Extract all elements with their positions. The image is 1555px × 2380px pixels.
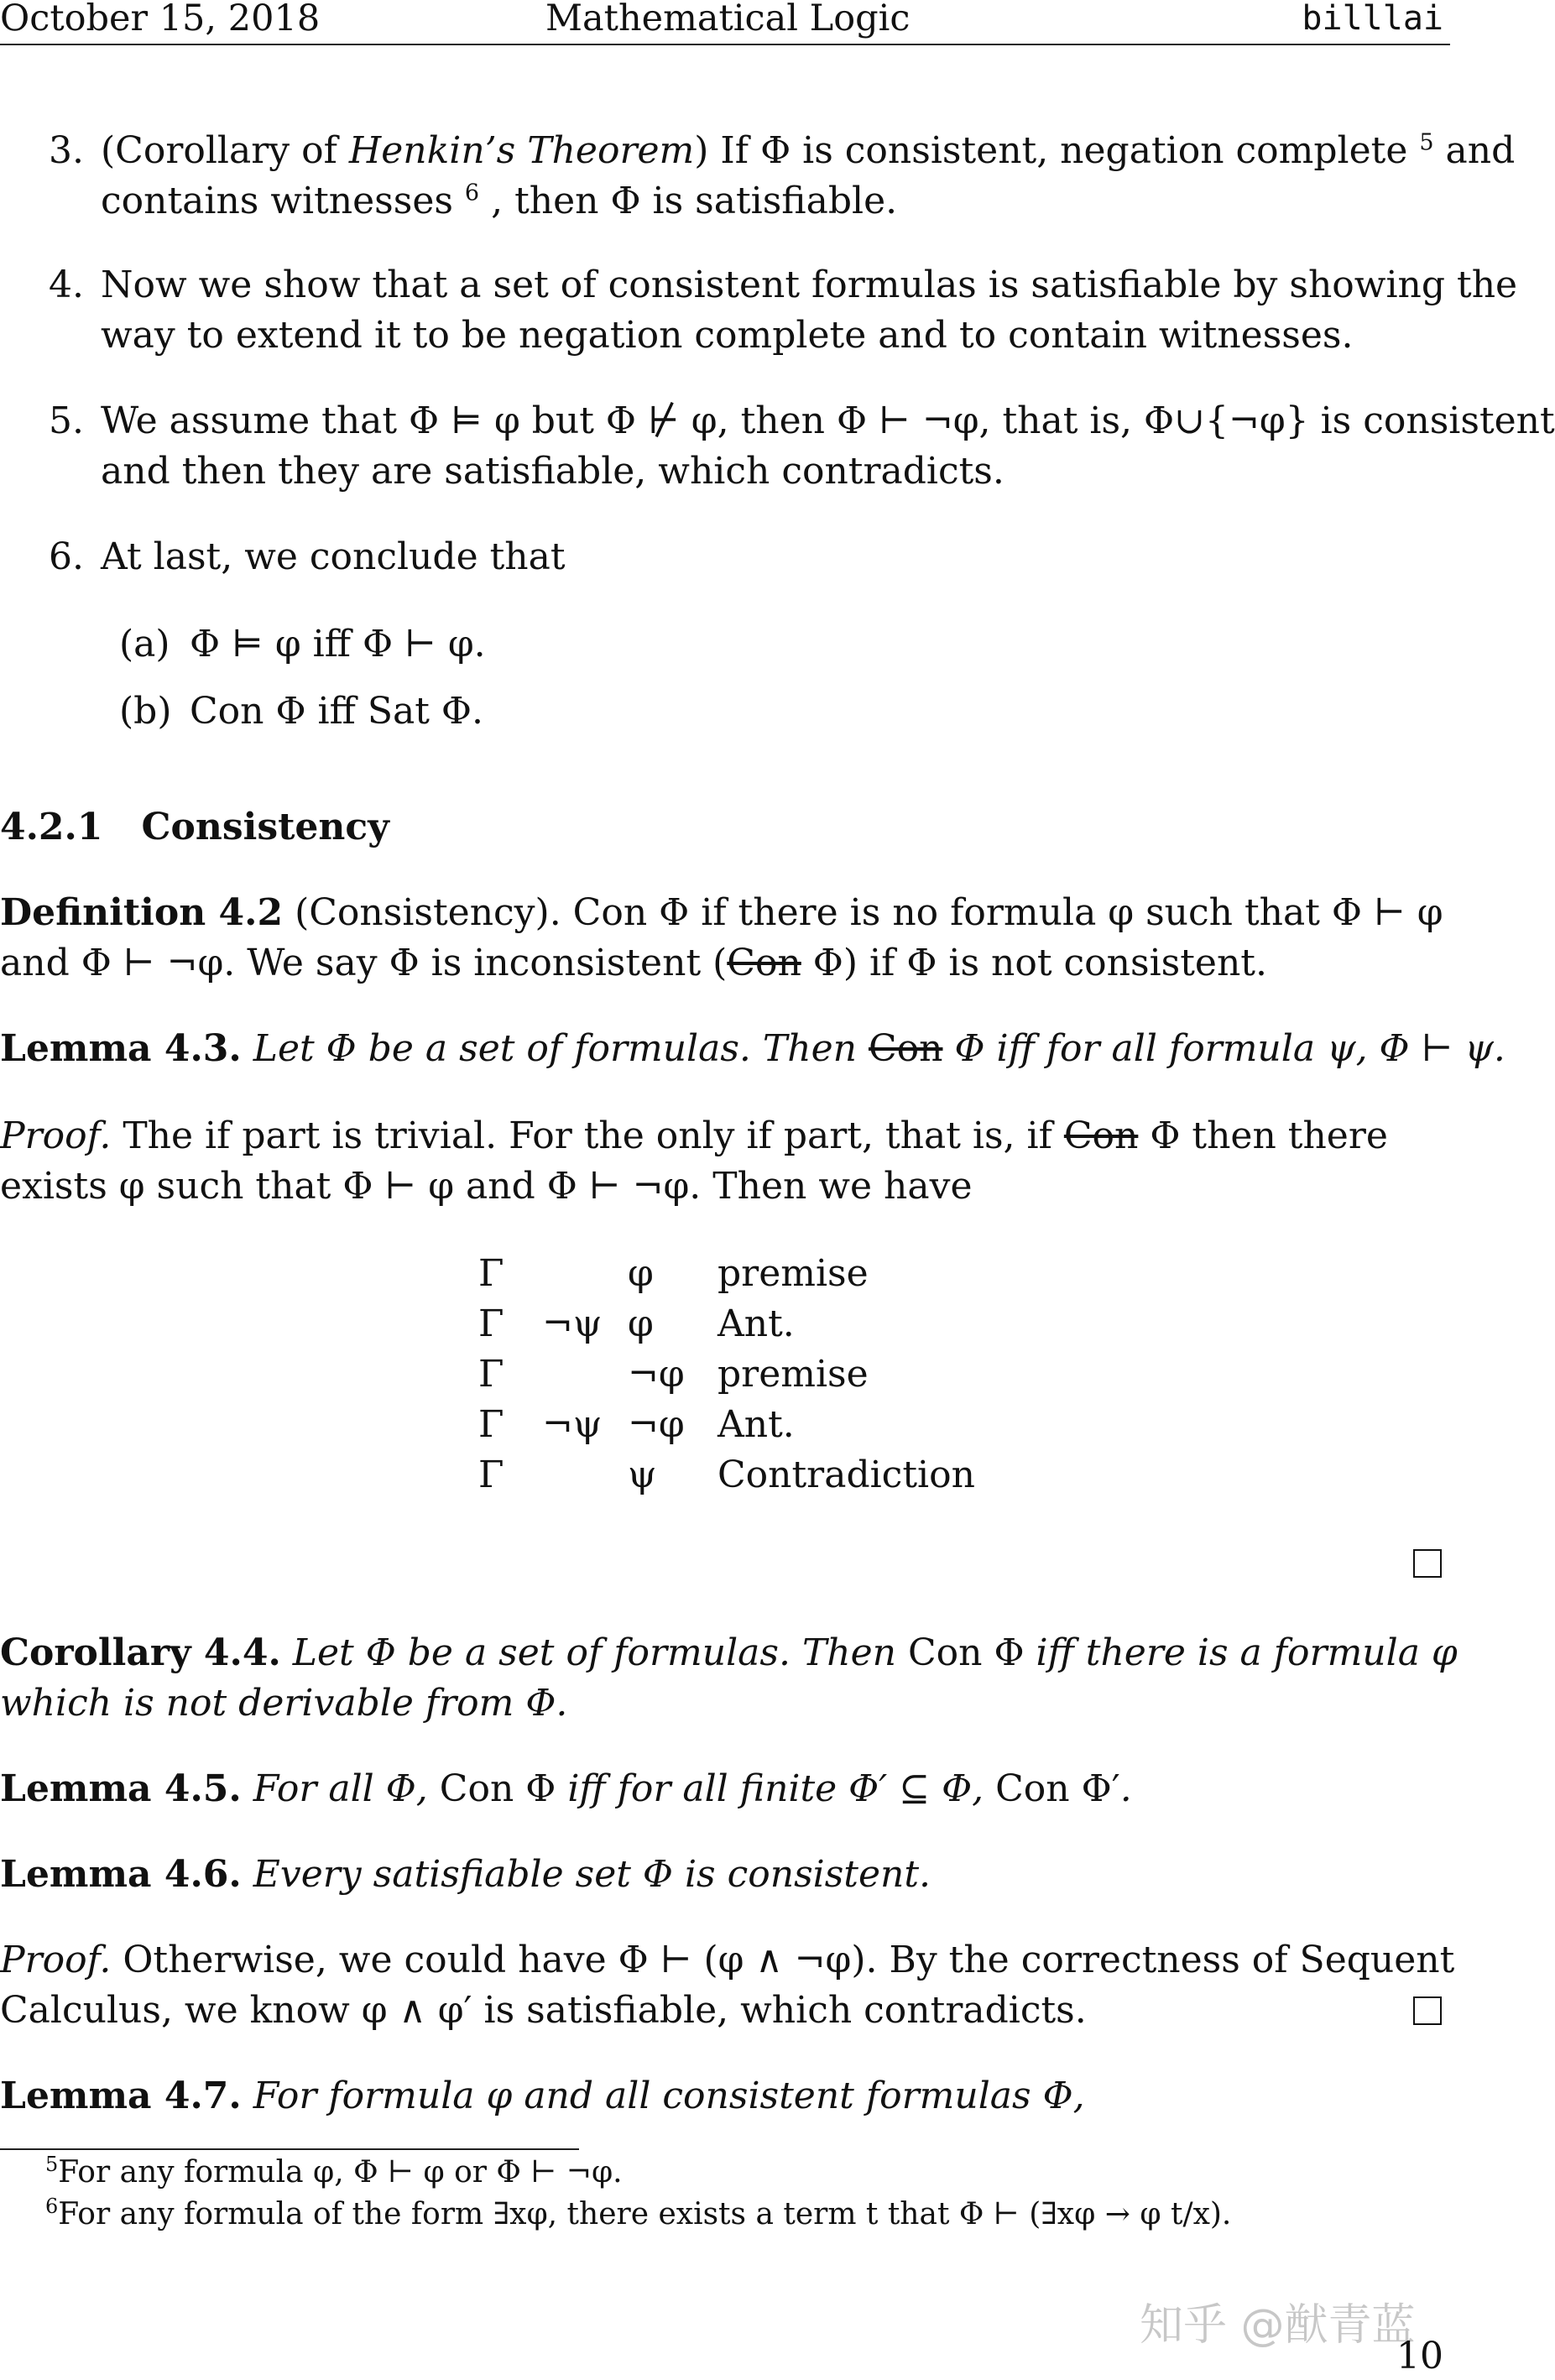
footnote-rule xyxy=(0,2148,579,2150)
header-title: Mathematical Logic xyxy=(545,0,911,39)
sub-item: Φ ⊨ φ iff Φ ⊢ φ. xyxy=(190,623,486,665)
corollary-label: Corollary 4.4. xyxy=(0,1631,281,1674)
lemma-block: Lemma 4.3. Let Φ be a set of formulas. Then Con Φ iff for all formula ψ, Φ ⊢ ψ. xyxy=(0,1027,1505,1070)
qed-box-icon xyxy=(1413,1996,1442,2025)
list-item: We assume that Φ ⊨ φ but Φ ⊬ φ, then Φ ⊢ ¬φ, that is, Φ∪{¬φ} is consistent xyxy=(101,399,1555,442)
page-header xyxy=(0,0,1450,45)
list-item-number: 6. xyxy=(49,535,84,578)
lemma-block: Lemma 4.7. For formula φ and all consistent formulas Φ, xyxy=(0,2075,1085,2117)
footnote: $^6$For any formula of the form ∃xφ, there exists a term t that Φ ⊢ (∃xφ → φ t/x). xyxy=(45,2195,1232,2231)
definition-continuation: and Φ ⊢ ¬φ. We say Φ is inconsistent (Con Φ) if Φ is not consistent. xyxy=(0,942,1267,984)
list-item-number: 5. xyxy=(49,399,84,442)
lemma-label: Lemma 4.5. xyxy=(0,1767,242,1810)
sub-item: Con Φ iff Sat Φ. xyxy=(190,690,483,733)
proof-block: Proof. The if part is trivial. For the only if part, that is, if Con Φ then there xyxy=(0,1114,1388,1157)
list-item-continuation: and then they are satisfiable, which contradicts. xyxy=(101,450,1004,493)
header-author: billlai xyxy=(1302,0,1443,38)
list-item: (Corollary of Henkin’s Theorem) If Φ is consistent, negation complete $^5$ and xyxy=(101,129,1516,172)
proof-label: Proof. xyxy=(0,1114,112,1157)
section-number: 4.2.1 xyxy=(0,806,103,848)
list-item-continuation: contains witnesses $^6$ , then Φ is satisfiable. xyxy=(101,180,898,222)
proof-continuation: exists φ such that Φ ⊢ φ and Φ ⊢ ¬φ. Then we have xyxy=(0,1165,973,1208)
proof-block: Proof. Otherwise, we could have Φ ⊢ (φ ∧ ¬φ). By the correctness of Sequent xyxy=(0,1939,1455,1981)
document-page: October 15, 2018 Mathematical Logic billlai 3. (Corollary of Henkin’s Theorem) If Φ is consistent, negation complete $^5$ and contains witnesses $^6$ , then Φ is satisfiable. 4. Now we show that a set of consistent formulas is satisfiable by showing the way to extend it to be negation complete and to contain witnesses. 5. We assume that Φ ⊨ φ but Φ ⊬ φ, then Φ ⊢ ¬φ, that is, Φ∪{¬φ} is consistent and then they are satisfiable, which contradicts. 6. At last, we conclude that (a) Φ ⊨ φ iff Φ ⊢ φ. (b) Con Φ iff Sat Φ. 4.2.1 Consistency Definition 4.2 (Consistency). Con Φ if there is no formula φ such that Φ ⊢ φ and Φ ⊢ ¬φ. We say Φ is inconsistent (Con Φ) if Φ is not consistent. Lemma 4.3. Let Φ be a set of formulas. Then Con Φ iff for all formula ψ, Φ ⊢ ψ. Proof. The if part is trivial. For the only if part, that is, if Con Φ then there exists φ such that Φ ⊢ φ and Φ ⊢ ¬φ. Then we have Γ φ premise Γ ¬ψ φ Ant. Γ ¬φ premise Γ ¬ψ ¬φ Ant. Γ ψ Contradiction Corollary 4.4. Let Φ be a set of formulas. Then Con Φ iff there is a formula φ which is not derivable from Φ. Lemma 4.5. For all Φ, Con Φ iff for all finite Φ′ ⊆ Φ, Con Φ′. Lemma 4.6. Every satisfiable set Φ is consistent. Proof. Otherwise, we could have Φ ⊢ (φ ∧ ¬φ). By the correctness of Sequent Calculus, we know φ ∧ φ′ is satisfiable, which contradicts. Lemma 4.7. For formula φ and all consistent formulas Φ, $^5$For any formula φ, Φ ⊢ φ or Φ ⊢ ¬φ. $^6$For any formula of the form ∃xφ, there exists a term t that Φ ⊢ (∃xφ → φ t/x). 知乎 @猷青蓝 10 xyxy=(0,0,1450,2379)
lemma-block: Lemma 4.5. For all Φ, Con Φ iff for all finite Φ′ ⊆ Φ, Con Φ′. xyxy=(0,1767,1132,1810)
list-item-continuation: way to extend it to be negation complete and to contain witnesses. xyxy=(101,314,1354,357)
section-heading xyxy=(0,802,389,853)
proof-label: Proof. xyxy=(0,1939,112,1981)
sub-item-label: (b) xyxy=(119,690,172,733)
header-date: October 15, 2018 xyxy=(0,0,321,39)
footnote: $^5$For any formula φ, Φ ⊢ φ or Φ ⊢ ¬φ. xyxy=(45,2153,623,2189)
footnote-ref[interactable]: 5 xyxy=(1419,129,1434,156)
sub-item-label: (a) xyxy=(119,623,170,665)
proof-continuation: Calculus, we know φ ∧ φ′ is satisfiable, which contradicts. xyxy=(0,1989,1087,2032)
watermark: 知乎 @猷青蓝 xyxy=(1140,2300,1416,2351)
list-item: Now we show that a set of consistent formulas is satisfiable by showing the xyxy=(101,264,1518,306)
lemma-label: Lemma 4.7. xyxy=(0,2075,242,2117)
corollary-continuation: which is not derivable from Φ. xyxy=(0,1682,568,1725)
list-item-number: 3. xyxy=(49,129,84,172)
definition-label: Definition 4.2 xyxy=(0,891,284,934)
lemma-label: Lemma 4.6. xyxy=(0,1853,242,1896)
list-item-number: 4. xyxy=(49,264,84,306)
corollary-block: Corollary 4.4. Let Φ be a set of formulas. Then Con Φ iff there is a formula φ xyxy=(0,1631,1458,1674)
lemma-block: Lemma 4.6. Every satisfiable set Φ is consistent. xyxy=(0,1853,931,1896)
definition-block: Definition 4.2 (Consistency). Con Φ if there is no formula φ such that Φ ⊢ φ xyxy=(0,891,1443,934)
page-number: 10 xyxy=(1396,2335,1443,2377)
qed-box-icon xyxy=(1413,1549,1442,1578)
footnote-ref[interactable]: 6 xyxy=(464,180,480,206)
section-title: Consistency xyxy=(141,806,389,848)
list-item: At last, we conclude that xyxy=(101,535,566,578)
lemma-label: Lemma 4.3. xyxy=(0,1027,242,1070)
